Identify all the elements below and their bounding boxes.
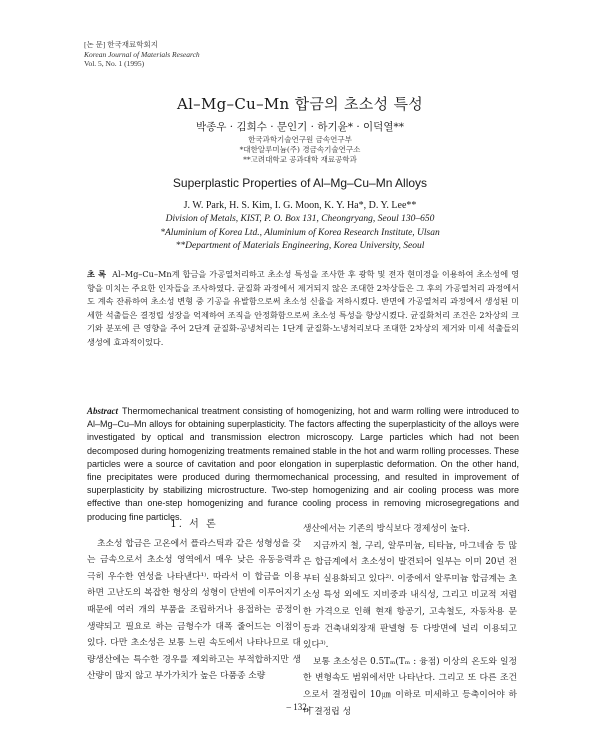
english-title: Superplastic Properties of Al–Mg–Cu–Mn Alloys bbox=[172, 176, 428, 190]
english-abstract bbox=[87, 405, 519, 524]
page-number: – 132 – bbox=[286, 702, 314, 712]
journal-korean-name: [논 문] 한국재료학회지 bbox=[84, 40, 158, 49]
journal-volume: Vol. 5, No. 1 (1995) bbox=[84, 59, 145, 68]
korean-affiliation: **고려대학교 공과대학 재료공학과 bbox=[243, 155, 357, 164]
section-heading: 1. 서 론 bbox=[170, 519, 218, 530]
body-column-right bbox=[303, 521, 517, 720]
english-affiliations bbox=[0, 213, 600, 254]
english-abstract-label: Abstract bbox=[87, 406, 119, 416]
body-paragraph: 보통 초소성은 0.5Tₘ(Tₘ : 융점) 이상의 온도와 일정한 변형속도 범위에서만 나타난다. 그리고 또 다른 조건으로서 결정립이 10㎛ 이하로 미세하고 등축이어야 하며 결정립 성 bbox=[303, 656, 517, 717]
korean-abstract-label: 초 록 bbox=[87, 269, 107, 279]
korean-authors: 박종우 · 김희수 · 문인기 · 하기윤* · 이덕열** bbox=[196, 121, 404, 133]
journal-header bbox=[84, 40, 200, 69]
korean-affiliation: *대한알루미늄(주) 경금속기술연구소 bbox=[239, 145, 361, 154]
english-affiliation: **Department of Materials Engineering, Korea University, Seoul bbox=[175, 241, 425, 251]
body-paragraph: 초소성 합금은 고온에서 플라스틱과 같은 성형성을 갖는 금속으로서 초소성 영역에서 매우 낮은 유동응력과 극히 우수한 연성을 나타낸다¹⁾. 따라서 이 합금을 이용하면 고난도의 복잡한 형상의 성형이 단번에 이루어지기 때문에 여러 개의 부품을 조립하거나 용접하는 공정이 생략되고 필요로 하는 금형수가 대폭 줄어드는 이점이 있다. 다만 초소성은 보통 느린 속도에서 나타나므로 대량생산에는 특수한 경우를 제외하고는 부적합하지만 생산량이 많지 않고 부가가치가 높은 다품종 소량 bbox=[87, 538, 301, 682]
korean-title: Al–Mg–Cu–Mn 합금의 초소성 특성 bbox=[176, 95, 424, 113]
body-paragraph-continued: 생산에서는 기존의 방식보다 경제성이 높다. bbox=[303, 524, 470, 534]
korean-affiliation: 한국과학기술연구원 금속연구부 bbox=[248, 135, 352, 144]
korean-abstract-text: Al–Mg–Cu–Mn계 합금을 가공열처리하고 초소성 특성을 조사한 후 광학 및 전자 현미경을 이용하여 초소성에 영향을 미치는 주요한 인자들을 조사하였다. 균질화 과정에서 제거되지 않은 조대한 2차상들은 그 후의 가공열처리 과정에서도 계속 잔류하여 초소성 변형 중 기공을 유발함으로써 초소성 신율을 저하시켰다. 반면에 가공열처리 과정에서 생성된 미세한 석출들은 결정립 성장을 억제하여 조직을 안정화함으로써 초소성 특성을 향상시켰다. 균질화처리 조건은 2차상의 크기와 분포에 큰 영향을 주어 2단계 균질화-공냉처리는 1단계 균질화-노냉처리보다 조대한 2차상의 제거와 미세 석출들의 생성에 효과적이었다. bbox=[87, 269, 520, 347]
english-affiliation: Division of Metals, KIST, P. O. Box 131, Cheongryang, Seoul 130–650 bbox=[165, 214, 435, 224]
english-affiliation: *Aluminium of Korea Ltd., Aluminium of Korea Research Institute, Ulsan bbox=[160, 227, 440, 238]
body-column-left bbox=[87, 517, 301, 685]
korean-abstract bbox=[87, 268, 519, 349]
english-authors: J. W. Park, H. S. Kim, I. G. Moon, K. Y. Ha*, D. Y. Lee** bbox=[183, 200, 417, 211]
body-paragraph: 지금까지 철, 구리, 알루미늄, 티타늄, 마그네슘 등 많은 합금계에서 초소성이 발견되어 일부는 이미 20년 전부터 실용화되고 있다²⁾. 이중에서 알루미늄 합금계는 초소성 특성 외에도 지비중과 내식성, 그리고 비교적 저렴한 가격으로 인해 현재 항공기, 고속철도, 자동차용 문 등과 건축내외장재 판넬형 등 다방면에 널리 이용되고 있다³⁾. bbox=[303, 540, 517, 651]
journal-english-name: Korean Journal of Materials Research bbox=[84, 49, 200, 59]
english-abstract-text: Thermomechanical treatment consisting of homogenizing, hot and warm rolling were introduced to Al–Mg–Cu–Mn alloys for obtaining superplasticity. The factors affecting the superplasticity of the alloys were investigated by optical and transmission electron microscopy. Large particles which had not been decomposed during homogenizing treatments remained stable in the hot and warm rolling processes. These particles were a source of cavitation and poor elongation in superplastic deformation. On the other hand, fine precipitates were produced during thermomechanical processing, and resulted in improvement of superplasticity by stabilizing microstructure. Two-step homogenizing and air cooling process was more effective than one-step homogenizing and furance cooling process in removing microsegregations and producing fine particles. bbox=[87, 406, 519, 522]
korean-affiliations bbox=[0, 135, 600, 165]
